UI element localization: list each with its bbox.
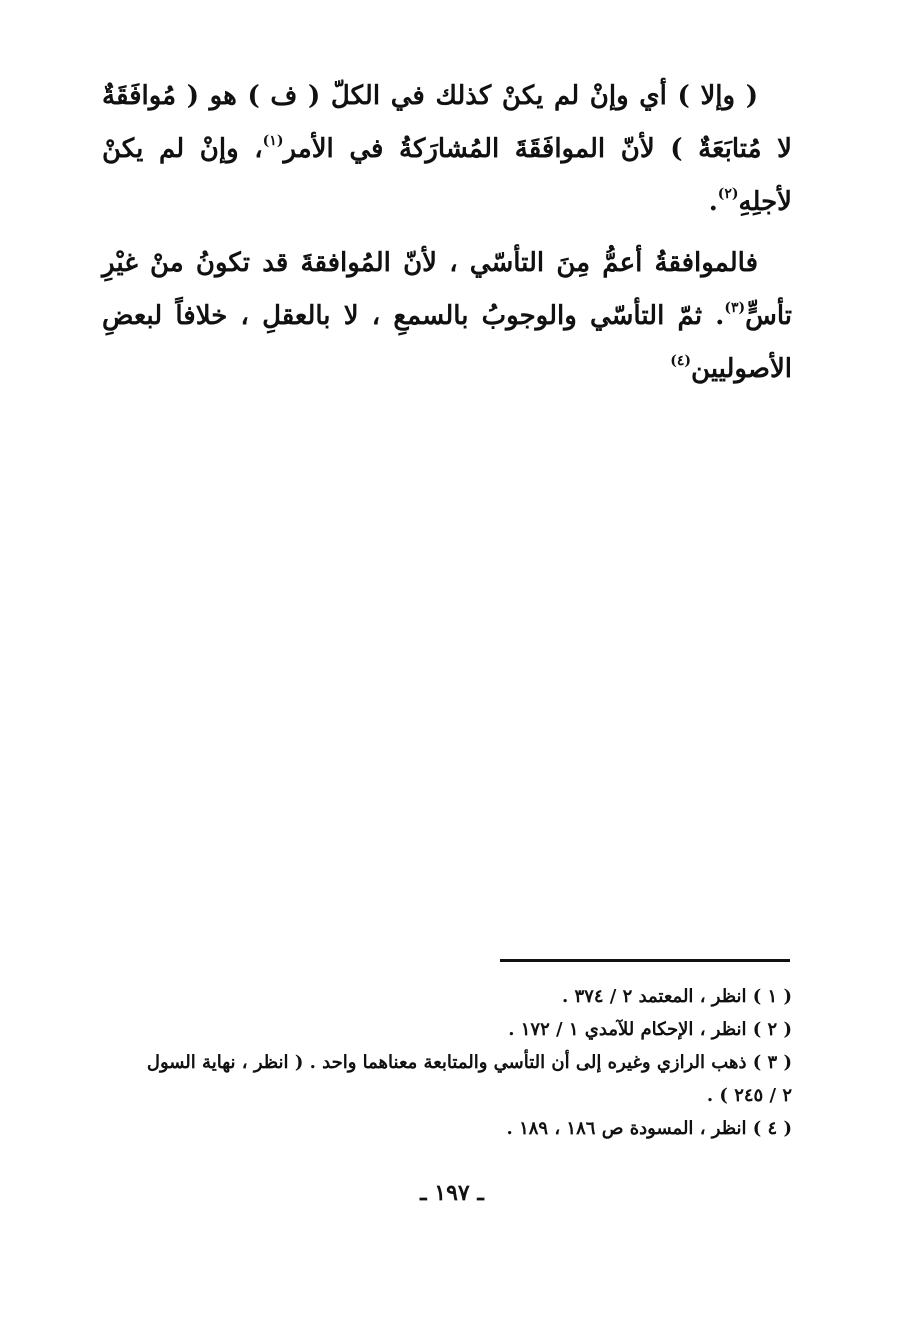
paragraph-1-text-a: ( وإلا ) أي وإنْ لم يكنْ كذلك في الكلّ ( ف ) هو ( مُوافَقَةٌ لا مُتابَعَةٌ ) لأنّ الموافَقَةَ المُشارَكةُ في الأمر (102, 81, 792, 164)
paragraph-1 (102, 70, 792, 229)
footnote-3: ( ٣ ) ذهب الرازي وغيره إلى أن التأسي والمتابعة معناهما واحد . ( انظر ، نهاية السول (146, 1052, 792, 1073)
paragraph-1-text-b: ، وإنْ لم يكنْ لأجلِهِ (102, 134, 792, 217)
paragraph-2-text-a: فالموافقةُ أعمُّ مِنَ التأسّي ، لأنّ المُوافقةَ قد تكونُ منْ غيْرِ تأسٍّ (102, 248, 792, 331)
footnote-4: ( ٤ ) انظر ، المسودة ص ١٨٦ ، ١٨٩ . (506, 1118, 792, 1139)
footnote-ref-3: (٣) (724, 300, 746, 316)
paragraph-1-text-c: . (708, 187, 718, 217)
footnotes-section (102, 980, 792, 1145)
footnote-ref-1: (١) (262, 133, 284, 149)
footnote-1: ( ١ ) انظر ، المعتمد ٢ / ٣٧٤ . (561, 986, 792, 1007)
footnote-ref-2: (٢) (717, 186, 739, 202)
footnote-separator (500, 959, 790, 962)
footnote-2: ( ٢ ) انظر ، الإحكام للآمدي ١ / ١٧٢ . (508, 1019, 792, 1040)
paragraph-2-text-b: . ثمّ التأسّي والوجوبُ بالسمعِ ، لا بالعقلِ ، خلافاً لبعضِ الأصوليين (102, 301, 792, 384)
paragraph-2 (102, 237, 792, 396)
footnote-3-continuation: ٢ / ٢٤٥ ) . (706, 1085, 792, 1106)
main-text (102, 70, 792, 404)
footnote-ref-4: (٤) (670, 353, 692, 369)
page-number: ـ ١٩٧ ـ (420, 1180, 484, 1206)
